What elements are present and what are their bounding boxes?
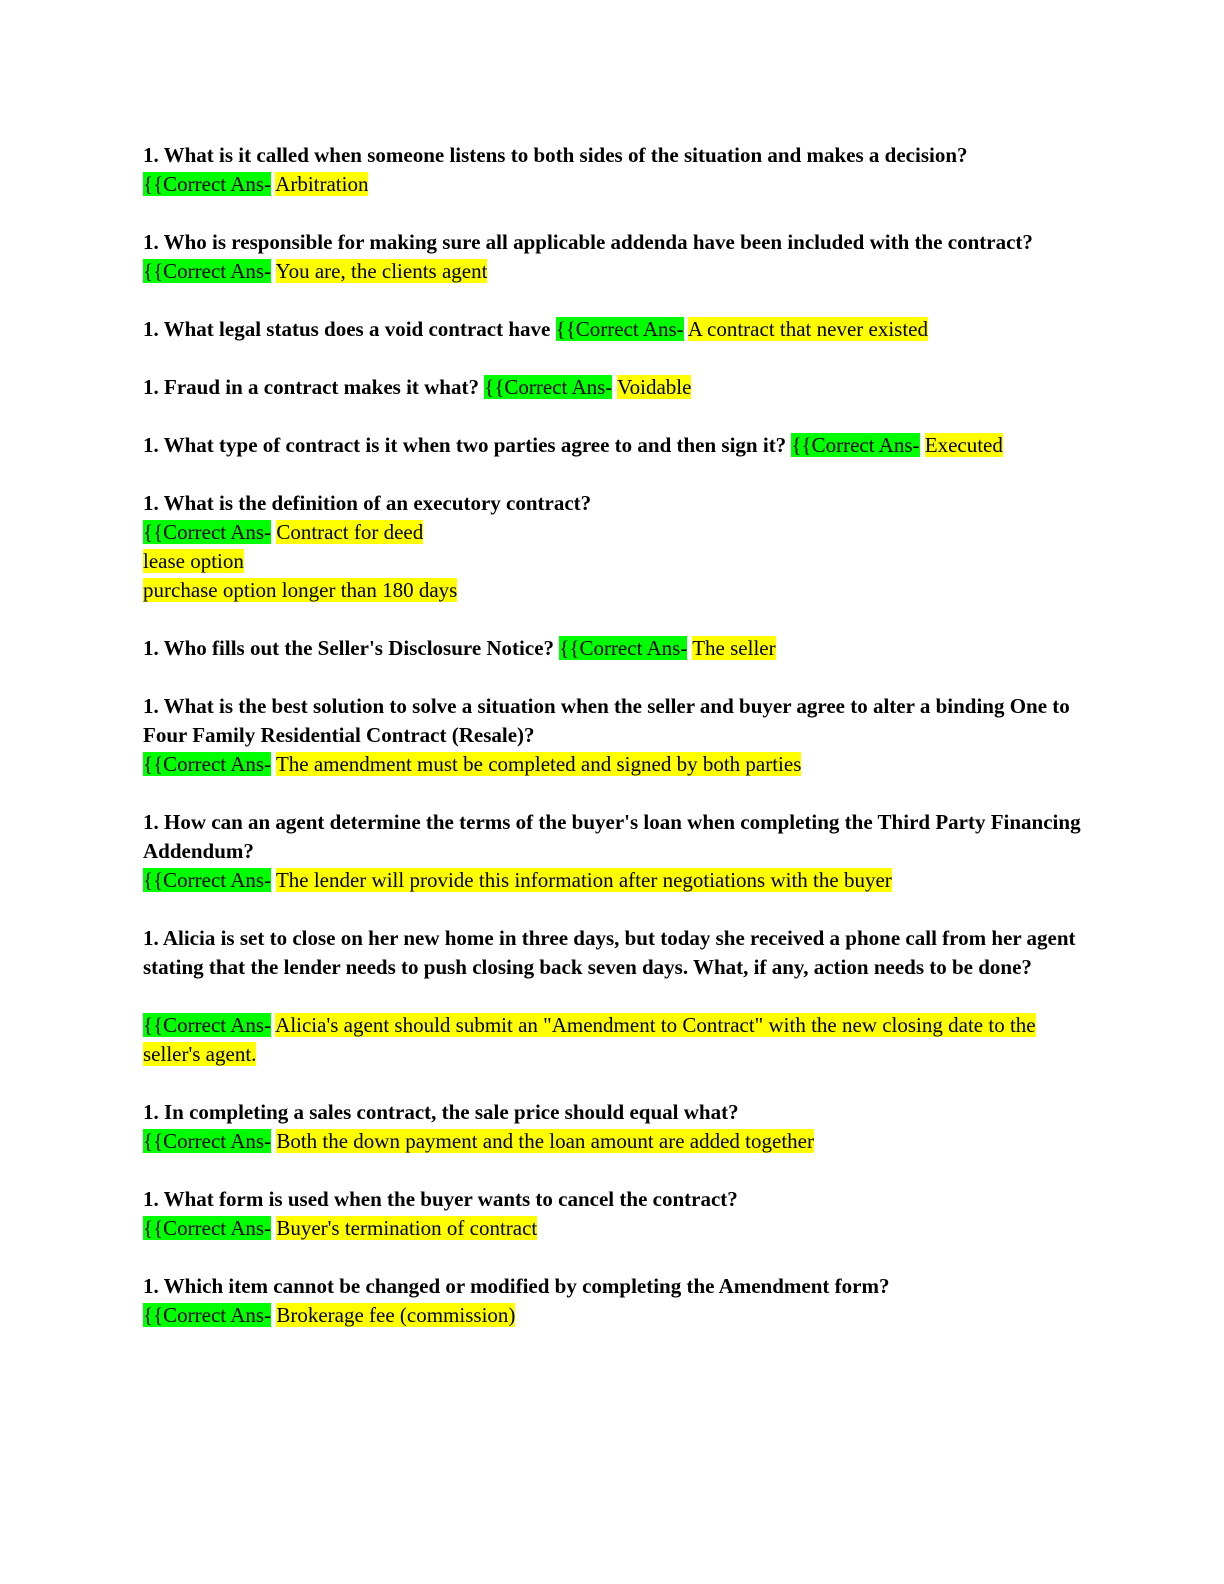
qa-item-8	[143, 692, 1088, 779]
qa-item-2	[143, 228, 1088, 286]
correct-answer-tag: {{Correct Ans-	[143, 520, 272, 544]
qa-item-3	[143, 315, 1088, 344]
question-text: 1. Fraud in a contract makes it what?	[143, 375, 479, 399]
qa-item-5	[143, 431, 1088, 460]
correct-answer-tag: {{Correct Ans-	[559, 636, 688, 660]
correct-answer-tag: {{Correct Ans-	[143, 1013, 272, 1037]
question-text: 1. What form is used when the buyer wants to cancel the contract?	[143, 1187, 738, 1211]
answer-text: The seller	[692, 636, 776, 660]
qa-item-13	[143, 1272, 1088, 1330]
correct-answer-tag: {{Correct Ans-	[143, 1303, 272, 1327]
correct-answer-tag: {{Correct Ans-	[143, 1129, 272, 1153]
question-text: 1. What legal status does a void contract have	[143, 317, 551, 341]
correct-answer-tag: {{Correct Ans-	[484, 375, 613, 399]
answer-text: Alicia's agent should submit an "Amendment to Contract" with the new closing date to the seller's agent.	[143, 1013, 1036, 1066]
answer-text: Contract for deed	[276, 520, 424, 544]
document-page	[143, 141, 1088, 1359]
qa-item-11	[143, 1098, 1088, 1156]
qa-item-10	[143, 924, 1088, 1069]
correct-answer-tag: {{Correct Ans-	[143, 752, 272, 776]
question-text: 1. Who fills out the Seller's Disclosure Notice?	[143, 636, 555, 660]
answer-text: Buyer's termination of contract	[276, 1216, 538, 1240]
answer-text-line-3: purchase option longer than 180 days	[143, 578, 458, 602]
answer-text: The amendment must be completed and signed by both parties	[275, 752, 802, 776]
answer-text: You are, the clients agent	[275, 259, 488, 283]
answer-text-line-2: lease option	[143, 549, 244, 573]
answer-text: The lender will provide this information after negotiations with the buyer	[275, 868, 892, 892]
question-text: 1. What is the definition of an executory contract?	[143, 491, 592, 515]
question-text: 1. What is the best solution to solve a situation when the seller and buyer agree to alter a binding One to Four Family Residential Contract (Resale)?	[143, 694, 1070, 747]
qa-item-1	[143, 141, 1088, 199]
question-text: 1. Who is responsible for making sure all applicable addenda have been included with the contract?	[143, 230, 1033, 254]
question-text: 1. Which item cannot be changed or modified by completing the Amendment form?	[143, 1274, 890, 1298]
answer-text: Brokerage fee (commission)	[276, 1303, 516, 1327]
answer-text: Executed	[924, 433, 1003, 457]
correct-answer-tag: {{Correct Ans-	[143, 868, 272, 892]
qa-item-7	[143, 634, 1088, 663]
question-text: 1. How can an agent determine the terms of the buyer's loan when completing the Third Party Financing Addendum?	[143, 810, 1081, 863]
qa-item-12	[143, 1185, 1088, 1243]
qa-item-6	[143, 489, 1088, 605]
answer-text: Voidable	[617, 375, 692, 399]
correct-answer-tag: {{Correct Ans-	[555, 317, 684, 341]
answer-text: Both the down payment and the loan amount are added together	[276, 1129, 814, 1153]
correct-answer-tag: {{Correct Ans-	[791, 433, 920, 457]
question-text: 1. What is it called when someone listens to both sides of the situation and makes a decision?	[143, 143, 968, 167]
qa-item-4	[143, 373, 1088, 402]
answer-text: Arbitration	[275, 172, 369, 196]
answer-text: A contract that never existed	[687, 317, 929, 341]
correct-answer-tag: {{Correct Ans-	[143, 259, 272, 283]
correct-answer-tag: {{Correct Ans-	[143, 1216, 272, 1240]
correct-answer-tag: {{Correct Ans-	[143, 172, 272, 196]
question-text: 1. In completing a sales contract, the sale price should equal what?	[143, 1100, 739, 1124]
question-text: 1. Alicia is set to close on her new home in three days, but today she received a phone call from her agent stating that the lender needs to push closing back seven days. What, if any, action needs to be done?	[143, 926, 1076, 979]
qa-item-9	[143, 808, 1088, 895]
question-text: 1. What type of contract is it when two parties agree to and then sign it?	[143, 433, 787, 457]
